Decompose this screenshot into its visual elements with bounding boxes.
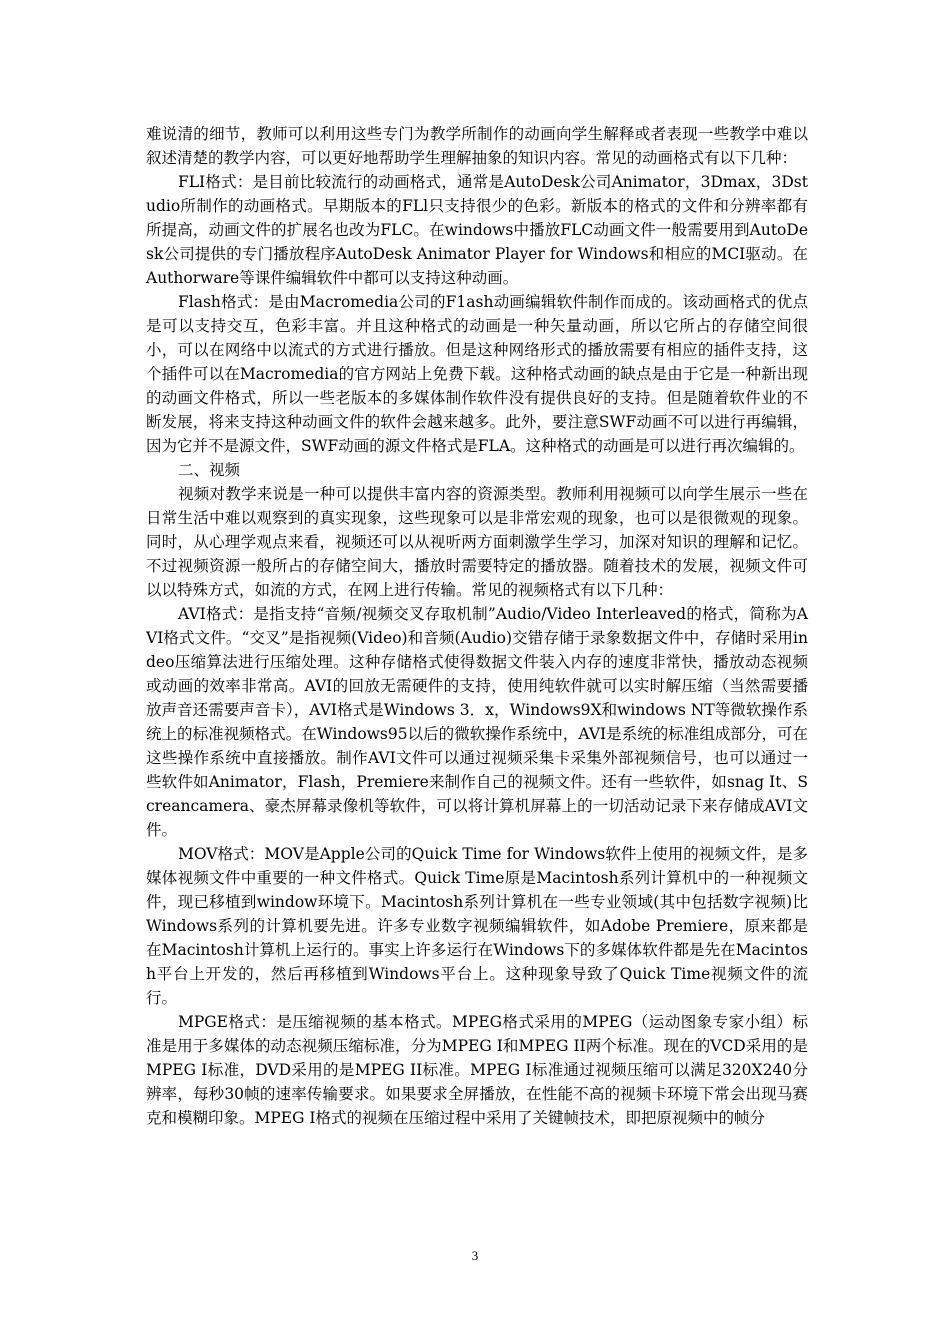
paragraph-animation-intro: 难说清的细节，教师可以利用这些专门为教学所制作的动画向学生解释或者表现一些教学中难以叙述清楚的教学内容，可以更好地帮助学生理解抽象的知识内容。常见的动画格式有以下几种： (146, 125, 808, 167)
paragraph-video-intro: 视频对教学来说是一种可以提供丰富内容的资源类型。教师利用视频可以向学生展示一些在日常生活中难以观察到的真实现象，这些现象可以是非常宏观的现象，也可以是很微观的现象。同时，从心理学观点来看，视频还可以从视听两方面刺激学生学习，加深对知识的理解和记忆。不过视频资源一般所占的存储空间大，播放时需要特定的播放器。随着技术的发展，视频文件可以以特殊方式，如流的方式，在网上进行传输。常见的视频格式有以下几种： (146, 485, 808, 599)
paragraph-mpge-format: MPGE格式：是压缩视频的基本格式。MPEG格式采用的MPEG（运动图象专家小组）标准是用于多媒体的动态视频压缩标准，分为MPEG I和MPEG II两个标准。现在的VCD采用的是MPEG I标准，DVD采用的是MPEG II标准。MPEG I标准通过视频压缩可以满足320X240分辨率，每秒30帧的速率传输要求。如果要求全屏播放，在性能不高的视频卡环境下常会出现马赛克和模糊印象。MPEG I格式的视频在压缩过程中采用了关键帧技术，即把原视频中的帧分 (146, 1013, 808, 1127)
paragraph-fli-format: FLI格式：是目前比较流行的动画格式，通常是AutoDesk公司Animator，3Dmax，3Dstudio所制作的动画格式。早期版本的FLl只支持很少的色彩。新版本的格式的文件和分辨率都有所提高，动画文件的扩展名也改为FLC。在windows中播放FLC动画文件一般需要用到AutoDesk公司提供的专门播放程序AutoDesk Animator Player for Windows和相应的MCI驱动。在Authorware等课件编辑软件中都可以支持这种动画。 (146, 173, 808, 287)
paragraph-flash-format: Flash格式：是由Macromedia公司的F1ash动画编辑软件制作而成的。该动画格式的优点是可以支持交互，色彩丰富。并且这种格式的动画是一种矢量动画，所以它所占的存储空间很小，可以在网络中以流式的方式进行播放。但是这种网络形式的播放需要有相应的插件支持，这个插件可以在Macromedia的官方网站上免费下载。这种格式动画的缺点是由于它是一种新出现的动画文件格式，所以一些老版本的多媒体制作软件没有提供良好的支持。但是随着软件业的不断发展，将来支持这种动画文件的软件会越来越多。此外，要注意SWF动画不可以进行再编辑，因为它并不是源文件，SWF动画的源文件格式是FLA。这种格式的动画是可以进行再次编辑的。 (146, 293, 808, 455)
paragraph-avi-format: AVI格式：是指支持“音频/视频交叉存取机制”Audio/Video Interleaved的格式，简称为AVI格式文件。“交叉”是指视频(Video)和音频(Audio)交错存储于录象数据文件中，存储时采用indeo压缩算法进行压缩处理。这种存储格式使得数据文件装入内存的速度非常快，播放动态视频或动画的效率非常高。AVI的回放无需硬件的支持，使用纯软件就可以实时解压缩（当然需要播放声音还需要声音卡），AVI格式是Windows 3．x，Windows9X和windows NT等微软操作系统上的标准视频格式。在Windows95以后的微软操作系统中，AVI是系统的标准组成部分，可在这些操作系统中直接播放。制作AVI文件可以通过视频采集卡采集外部视频信号，也可以通过一些软件如Animator，Flash，Premiere来制作自己的视频文件。还有一些软件，如snag It、Screancamera、豪杰屏幕录像机等软件，可以将计算机屏幕上的一切活动记录下来存储成AVI文件。 (146, 605, 808, 839)
page-number: 3 (471, 1248, 479, 1263)
section-heading-video: 二、视频 (178, 461, 241, 479)
document-body (146, 122, 808, 1130)
paragraph-mov-format: MOV格式：MOV是Apple公司的Quick Time for Windows软件上使用的视频文件，是多媒体视频文件中重要的一种文件格式。Quick Time原是Macintosh系列计算机中的一种视频文件，现已移植到window环境下。Macintosh系列计算机在一些专业领域(其中包括数字视频)比Windows系列的计算机要先进。许多专业数字视频编辑软件，如Adobe Premiere，原来都是在Macintosh计算机上运行的。事实上许多运行在Windows下的多媒体软件都是先在Macintosh平台上开发的，然后再移植到Windows平台上。这种现象导致了Quick Time视频文件的流行。 (146, 845, 808, 1007)
